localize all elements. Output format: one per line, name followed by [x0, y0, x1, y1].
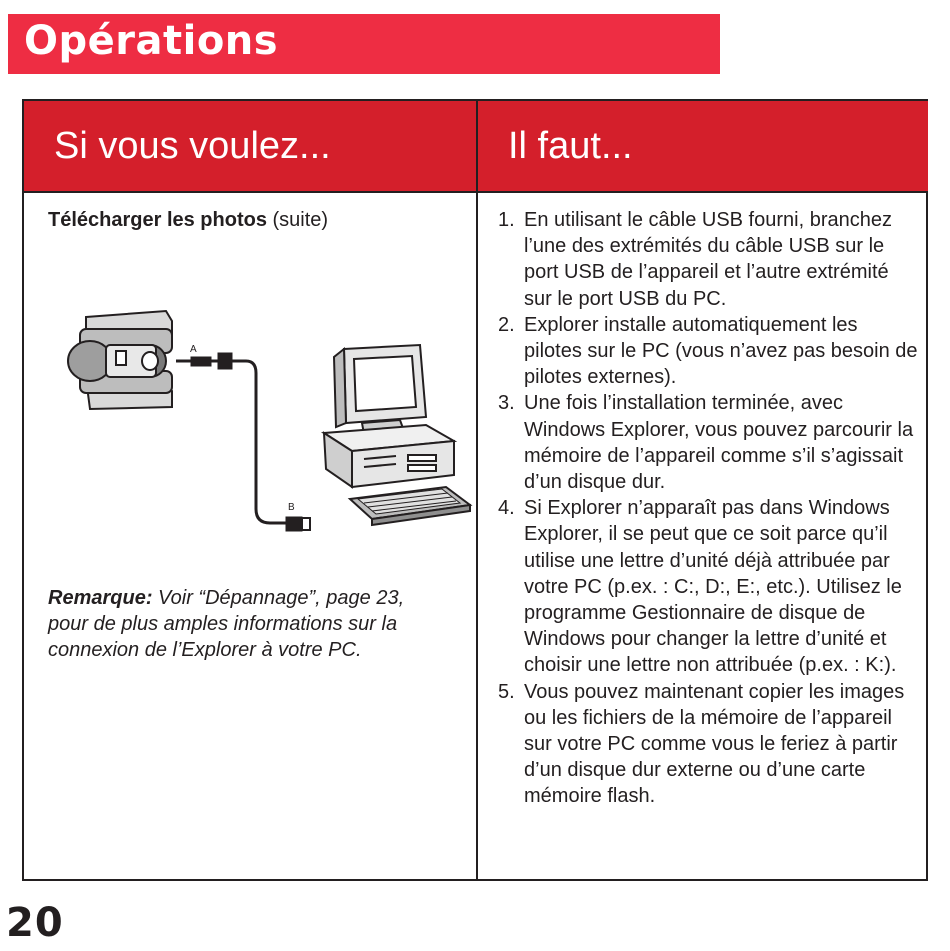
list-item	[498, 207, 918, 312]
step-text: En utilisant le câble USB fourni, branchez l’une des extrémités du câble USB sur le port USB de l’appareil et l’autre extrémité sur le port USB du PC.	[524, 209, 892, 310]
step-number: 1.	[498, 209, 515, 231]
step-text: Une fois l’installation terminée, avec Windows Explorer, vous pouvez parcourir la mémoire de l’appareil comme s’il s’agissait d’un disque dur.	[524, 392, 914, 494]
column-header-left: Si vous voulez...	[24, 101, 476, 191]
task-title-suffix: (suite)	[266, 209, 329, 231]
remark-label: Remarque:	[48, 587, 153, 609]
instructions-table	[22, 99, 928, 881]
connector-label-b: B	[288, 502, 295, 513]
step-text: Vous pouvez maintenant copier les images ou les fichiers de la mémoire de l’appareil sur votre PC comme vous le feriez à partir d’un disque dur externe ou d’une carte mémoire flash.	[524, 680, 905, 808]
column-header-right: Il faut...	[478, 101, 928, 191]
desktop-computer-icon	[324, 345, 470, 525]
remark-text: Voir “Dépannage”, page 23, pour de plus amples informations sur la connexion de l’Explorer à votre PC.	[48, 587, 405, 661]
step-number: 4.	[498, 497, 515, 520]
list-item	[498, 495, 918, 678]
list-item	[498, 312, 918, 391]
step-text: Si Explorer n’apparaît pas dans Windows Explorer, il se peut que ce soit parce qu’il utilise une lettre d’unité déjà attribuée par votre PC (p.ex. : C:, D:, E:, etc.). Utilisez le programme Gestionnaire de disque de Windows pour changer la lettre d’unité et choisir une lettre non attribuée (p.ex. : K:).	[524, 497, 902, 677]
connector-label-a: A	[190, 344, 197, 355]
task-subheading	[48, 209, 328, 232]
step-text: Explorer installe automatiquement les pilotes sur le PC (vous n’avez pas besoin de pilotes externes).	[524, 313, 918, 389]
usb-cable-icon	[176, 344, 310, 531]
header-divider	[24, 191, 928, 193]
list-item	[498, 390, 918, 495]
steps-list	[498, 207, 918, 810]
column-divider	[476, 101, 478, 881]
binoculars-camera-icon	[68, 311, 172, 409]
connection-illustration	[46, 309, 476, 599]
section-title: Opérations	[24, 18, 279, 64]
remark-note	[48, 585, 448, 663]
step-number: 3.	[498, 392, 515, 415]
task-title: Télécharger les photos	[48, 209, 267, 231]
step-number: 2.	[498, 313, 515, 336]
step-number: 5.	[498, 680, 515, 703]
page-number: 20	[6, 900, 64, 946]
section-banner	[8, 14, 720, 74]
list-item	[498, 679, 918, 810]
